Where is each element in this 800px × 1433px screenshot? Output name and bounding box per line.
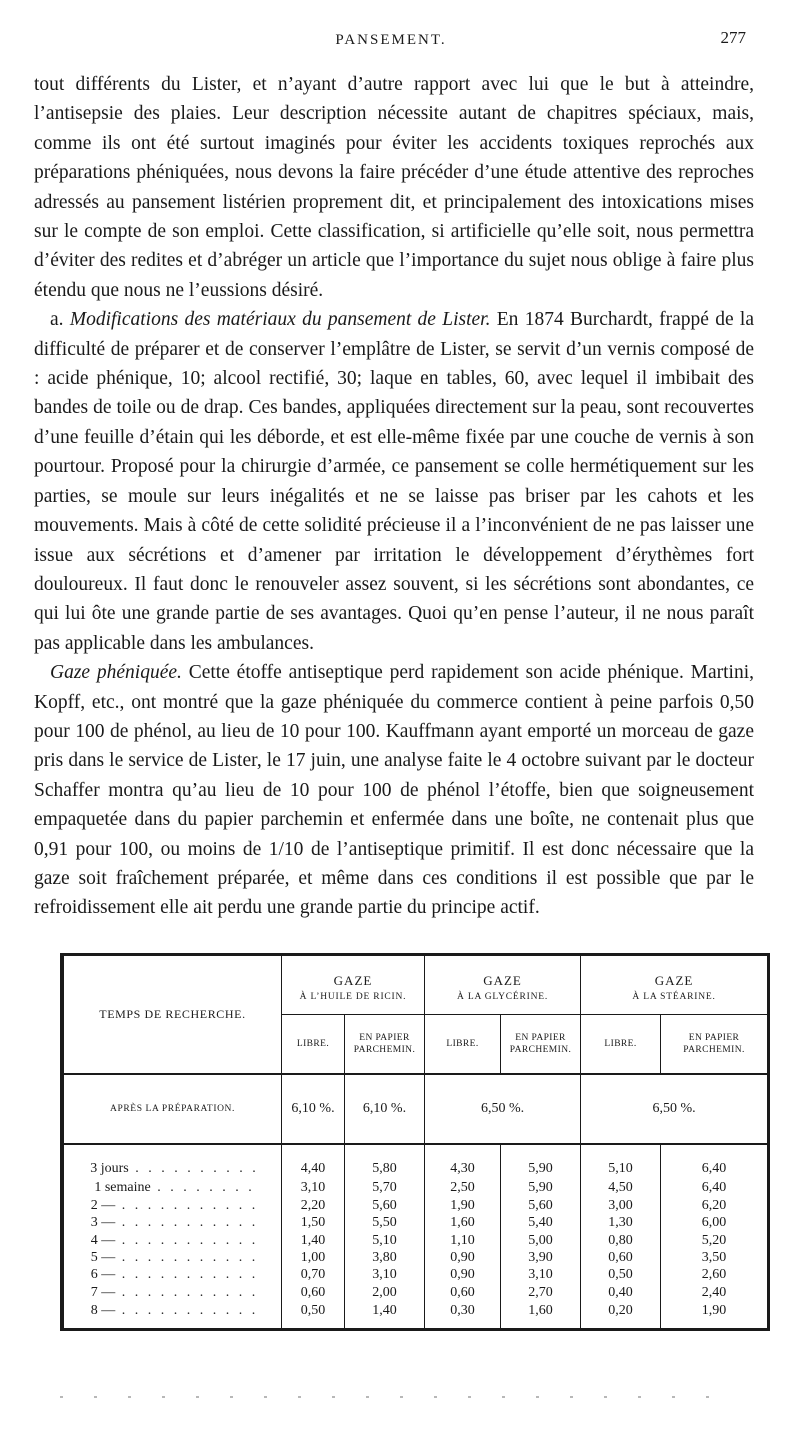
table-row xyxy=(64,1301,768,1328)
cell-value: 0,50 xyxy=(581,1266,661,1283)
cell-value: 0,90 xyxy=(425,1266,501,1283)
row-label-text: 6 — xyxy=(90,1267,116,1283)
cell-value: 6,10 %. xyxy=(345,1074,425,1144)
leader-dots: . . . . . . . . . . . xyxy=(115,1303,259,1319)
cell-value: 4,30 xyxy=(425,1144,501,1179)
subheader-papier xyxy=(345,1014,425,1074)
cell-value: 5,70 xyxy=(345,1179,425,1196)
cell-value: 0,90 xyxy=(425,1249,501,1266)
cell-value: 5,80 xyxy=(345,1144,425,1179)
cell-value: 0,80 xyxy=(581,1231,661,1248)
gauze-table xyxy=(63,956,768,1328)
table-row xyxy=(64,1266,768,1283)
subheader-libre: LIBRE. xyxy=(425,1014,501,1074)
table-row xyxy=(64,1179,768,1196)
section-letter: a. xyxy=(50,309,64,331)
cell-value: 5,10 xyxy=(345,1231,425,1248)
cell-value: 2,50 xyxy=(425,1179,501,1196)
section-title-gaze: Gaze phéniquée. xyxy=(50,662,182,684)
cell-value: 6,50 %. xyxy=(581,1074,768,1144)
subheader-line: PARCHEMIN. xyxy=(353,1044,416,1055)
cell-value: 1,90 xyxy=(661,1301,768,1328)
cell-value: 3,00 xyxy=(581,1196,661,1213)
leader-dots: . . . . . . . . . . . xyxy=(115,1267,259,1283)
body-text xyxy=(34,70,754,923)
page-number: 277 xyxy=(720,28,746,47)
subheader-papier xyxy=(501,1014,581,1074)
leader-dots: . . . . . . . . xyxy=(150,1180,255,1196)
cell-value: 5,90 xyxy=(501,1179,581,1196)
table-row xyxy=(64,1284,768,1301)
paragraph-text: En 1874 Burchardt, frappé de la difficulté de préparer et de conserver l’emplâtre de Lister, se servit d’un vernis composé de : acide phénique, 10; alcool rectifié, 30; laque en tables, 60, avec lequel il imbibait des bandes de toile ou de drap. Ces bandes, appliquées directement sur la peau, sont recouvertes d’une feuille d’étain qui les déborde, et est elle-même fixée par une couche de vernis à son pourtour. Proposé pour la chirurgie d’armée, ce pansement se colle hermétiquement sur les parties, se moule sur leurs inégalités et ne se laisse pas briser par les cahots et les mouvements. Mais à côté de cette solidité précieuse il a l’inconvénient de ne pas laisser une issue aux sécrétions et d’amener par irritation le développement d’érythèmes fort douloureux. Il faut donc le renouveler assez souvent, si les sécrétions sont abondantes, ce qui lui ôte une grande partie de ses avantages. Quoi qu’en pense l’auteur, il ne nous paraît pas applicable dans les ambulances. xyxy=(34,309,754,654)
cell-value: 5,60 xyxy=(501,1196,581,1213)
cell-value: 6,50 %. xyxy=(425,1074,581,1144)
subheader-papier xyxy=(661,1014,768,1074)
cell-value: 0,40 xyxy=(581,1284,661,1301)
paragraph-intro: tout différents du Lister, et n’ayant d’autre rapport avec lui que le but à atteindre, l’antisepsie des plaies. Leur description nécessite autant de chapitres spéciaux, mais, comme ils ont été surtout imaginés pour éviter les accidents toxiques reprochés aux préparations phéniquées, nous devons la faire précéder d’une étude attentive des reproches adressés au pansement listérien proprement dit, et principalement des intoxications mises sur le compte de son emploi. Cette classification, si artificielle qu’elle soit, nous permettra d’éviter des redites et d’abréger un article que l’importance du sujet nous oblige à faire plus étendu que nous ne l’eussions désiré. xyxy=(34,74,754,301)
leader-dots: . . . . . . . . . . . xyxy=(115,1197,259,1213)
cell-value: 3,50 xyxy=(661,1249,768,1266)
row-label xyxy=(64,1231,282,1248)
cell-value: 6,10 %. xyxy=(282,1074,345,1144)
row-label-text: 4 — xyxy=(90,1232,116,1248)
group-sublabel: À LA GLYCÉRINE. xyxy=(457,991,549,1002)
table-row xyxy=(64,1144,768,1179)
paragraph-text: Cette étoffe antiseptique perd rapidement son acide phénique. Martini, Kopff, etc., ont montré que la gaze phéniquée du commerce contient à peine parfois 0,50 pour 100 de phénol, au lieu de 10 pour 100. Kauffmann ayant emporté un morceau de gaze pris dans le service de Lister, le 17 juin, une analyse faite le 4 octobre suivant par le docteur Schaffer montra qu’au lieu de 10 pour 100 de phénol l’étoffe, bien que soigneusement empaquetée dans du papier parchemin et enfermée dans une boîte, ne contenait plus que 0,91 pour 100, ou moins de 1/10 de l’antiseptique primitif. Il est donc nécessaire que la gaze soit fraîchement préparée, et même dans ces conditions il est possible que par le refroidissement elle ait perdu une grande partie du principe actif. xyxy=(34,662,754,919)
cell-value: 3,10 xyxy=(501,1266,581,1283)
table-row xyxy=(64,1196,768,1213)
cell-value: 1,10 xyxy=(425,1231,501,1248)
row-label xyxy=(64,1284,282,1301)
cell-value: 4,50 xyxy=(581,1179,661,1196)
leader-dots: . . . . . . . . . . . xyxy=(115,1232,259,1248)
cell-value: 2,00 xyxy=(345,1284,425,1301)
cell-value: 3,80 xyxy=(345,1249,425,1266)
row-label-text: 3 — xyxy=(90,1215,116,1231)
section-title-modifications: Modifications des matériaux du pansement de Lister. xyxy=(69,309,491,331)
cell-value: 0,50 xyxy=(282,1301,345,1328)
row-label xyxy=(64,1266,282,1283)
subheader-line: EN PAPIER xyxy=(688,1032,740,1043)
paragraph-lister-modifications xyxy=(34,305,754,658)
column-header-time: TEMPS DE RECHERCHE. xyxy=(64,956,282,1074)
cell-value: 5,60 xyxy=(345,1196,425,1213)
row-label-preparation: APRÈS LA PRÉPARATION. xyxy=(64,1074,282,1144)
cell-value: 2,40 xyxy=(661,1284,768,1301)
table-row xyxy=(64,1249,768,1266)
row-label xyxy=(64,1144,282,1179)
cell-value: 1,00 xyxy=(282,1249,345,1266)
cell-value: 5,20 xyxy=(661,1231,768,1248)
cell-value: 2,20 xyxy=(282,1196,345,1213)
row-label xyxy=(64,1214,282,1231)
cell-value: 4,40 xyxy=(282,1144,345,1179)
table-row xyxy=(64,1231,768,1248)
cell-value: 5,90 xyxy=(501,1144,581,1179)
cell-value: 3,90 xyxy=(501,1249,581,1266)
subheader-line: EN PAPIER xyxy=(359,1032,410,1043)
page-header xyxy=(36,26,746,50)
cell-value: 1,40 xyxy=(345,1301,425,1328)
row-label-text: 1 semaine xyxy=(94,1180,151,1196)
row-label xyxy=(64,1196,282,1213)
cell-value: 0,60 xyxy=(581,1249,661,1266)
cell-value: 5,50 xyxy=(345,1214,425,1231)
leader-dots: . . . . . . . . . . . xyxy=(115,1284,259,1300)
leader-dots: . . . . . . . . . . xyxy=(128,1161,259,1177)
row-label-text: 7 — xyxy=(90,1284,116,1300)
subheader-line: EN PAPIER xyxy=(515,1032,566,1043)
group-label: GAZE xyxy=(333,972,373,988)
cell-value: 0,30 xyxy=(425,1301,501,1328)
cell-value: 6,00 xyxy=(661,1214,768,1231)
cell-value: 5,40 xyxy=(501,1214,581,1231)
cell-value: 0,60 xyxy=(282,1284,345,1301)
cell-value: 6,40 xyxy=(661,1179,768,1196)
table-header-row xyxy=(64,956,768,1014)
cell-value: 1,90 xyxy=(425,1196,501,1213)
table-row-preparation xyxy=(64,1074,768,1144)
row-label-text: 3 jours xyxy=(90,1161,129,1177)
group-label: GAZE xyxy=(654,972,694,988)
cell-value: 2,60 xyxy=(661,1266,768,1283)
cell-value: 2,70 xyxy=(501,1284,581,1301)
group-label: GAZE xyxy=(483,972,522,988)
cell-value: 1,60 xyxy=(425,1214,501,1231)
cell-value: 6,20 xyxy=(661,1196,768,1213)
cell-value: 3,10 xyxy=(282,1179,345,1196)
cell-value: 5,10 xyxy=(581,1144,661,1179)
cell-value: 1,50 xyxy=(282,1214,345,1231)
paragraph-gaze-phéniquée xyxy=(34,658,754,923)
row-label xyxy=(64,1301,282,1328)
leader-dots: . . . . . . . . . . . xyxy=(115,1215,259,1231)
column-group-glycerine xyxy=(425,956,581,1014)
subheader-line: PARCHEMIN. xyxy=(509,1044,572,1055)
column-group-stearine xyxy=(581,956,768,1014)
cell-value: 6,40 xyxy=(661,1144,768,1179)
table-row xyxy=(64,1214,768,1231)
cell-value: 0,20 xyxy=(581,1301,661,1328)
row-label-text: 2 — xyxy=(90,1197,116,1213)
leader-dots: . . . . . . . . . . . xyxy=(115,1249,259,1265)
table-data-body xyxy=(64,1144,768,1328)
group-sublabel: À L’HUILE DE RICIN. xyxy=(299,991,407,1002)
cell-value: 1,60 xyxy=(501,1301,581,1328)
subheader-libre: LIBRE. xyxy=(282,1014,345,1074)
row-label-text: 5 — xyxy=(90,1249,116,1265)
cell-value: 5,00 xyxy=(501,1231,581,1248)
cell-value: 3,10 xyxy=(345,1266,425,1283)
cell-value: 1,30 xyxy=(581,1214,661,1231)
running-title: PANSEMENT. xyxy=(335,32,447,48)
gauze-table-frame xyxy=(60,953,770,1331)
subheader-line: PARCHEMIN. xyxy=(683,1044,745,1055)
cell-value: 1,40 xyxy=(282,1231,345,1248)
row-label-text: 8 — xyxy=(90,1303,116,1319)
cell-value: 0,70 xyxy=(282,1266,345,1283)
row-label xyxy=(64,1249,282,1266)
page-bottom-marks xyxy=(60,1396,740,1398)
column-group-ricin xyxy=(282,956,425,1014)
cell-value: 0,60 xyxy=(425,1284,501,1301)
row-label xyxy=(64,1179,282,1196)
subheader-libre: LIBRE. xyxy=(581,1014,661,1074)
group-sublabel: À LA STÉARINE. xyxy=(632,991,716,1002)
